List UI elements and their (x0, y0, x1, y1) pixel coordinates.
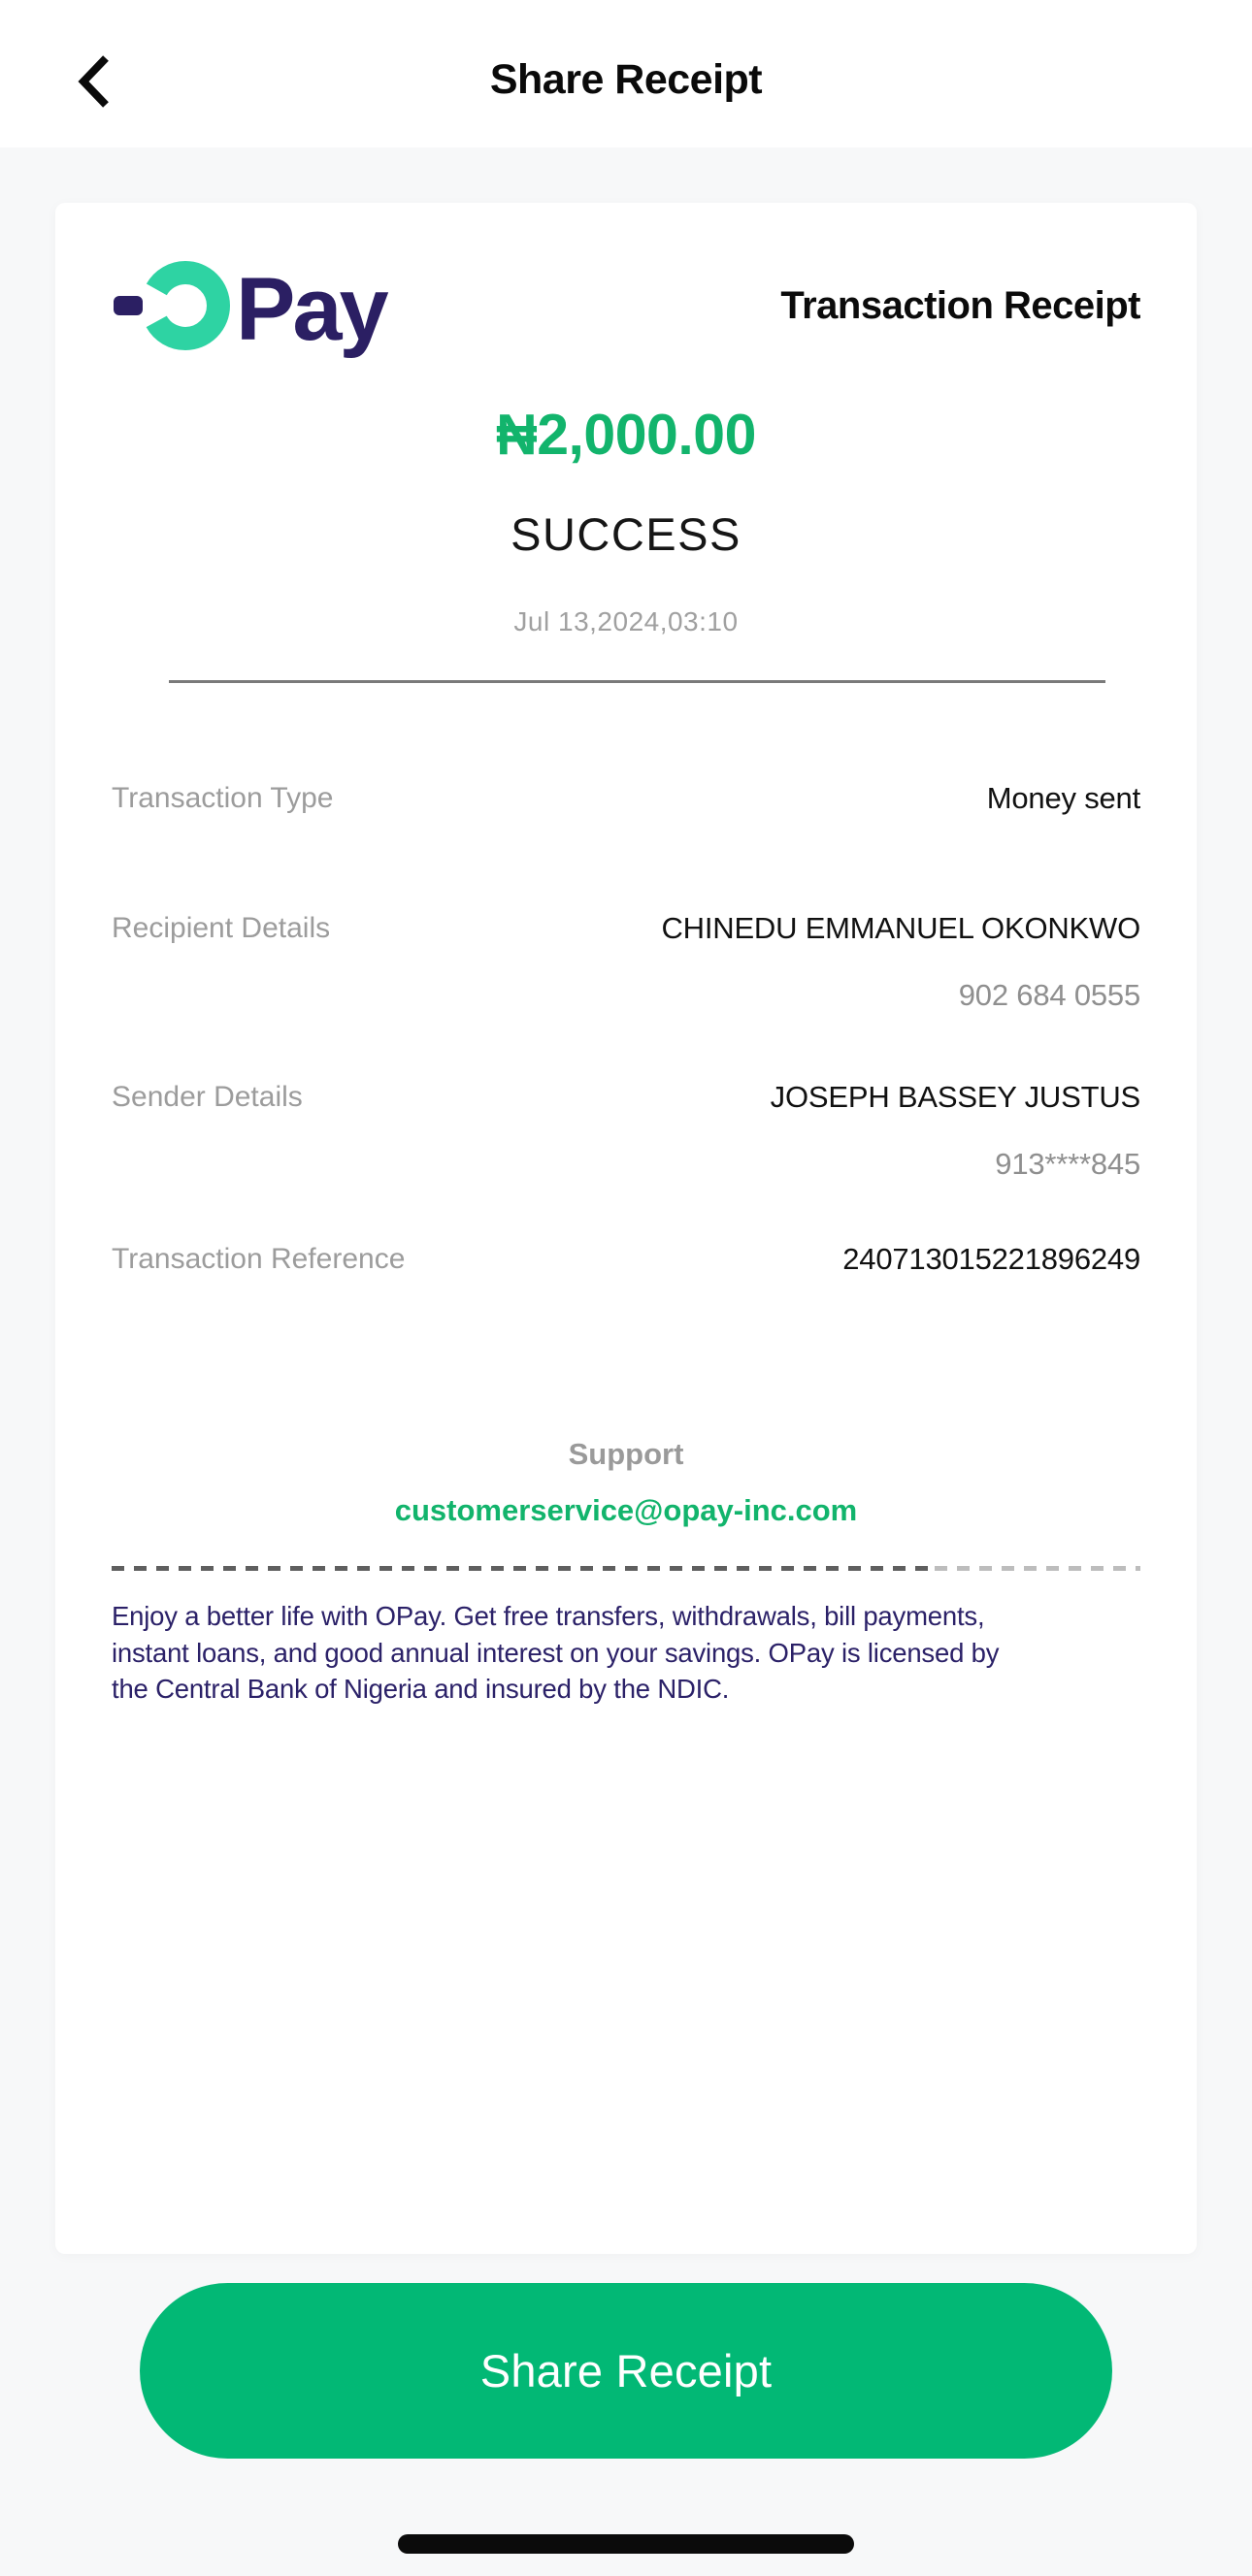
row-transaction-type (112, 782, 1140, 815)
transaction-amount: ₦2,000.00 (496, 403, 756, 467)
row-label: Transaction Reference (112, 1243, 406, 1275)
reference-number: 240713015221896249 (842, 1242, 1140, 1276)
transaction-status: SUCCESS (511, 508, 741, 560)
opay-logo-icon (112, 259, 230, 352)
sender-phone-masked: 913****845 (995, 1147, 1140, 1181)
home-indicator[interactable] (398, 2534, 854, 2554)
brand-row (112, 249, 1140, 362)
recipient-phone: 902 684 0555 (958, 978, 1140, 1012)
receipt-title: Transaction Receipt (780, 283, 1140, 327)
row-recipient-details (112, 912, 1140, 1012)
footer-line-3: the Central Bank of Nigeria and insured by the NDIC. (112, 1674, 730, 1704)
sender-name: JOSEPH BASSEY JUSTUS (770, 1080, 1140, 1114)
row-sender-details (112, 1081, 1140, 1181)
divider-line (169, 680, 1105, 683)
row-label: Transaction Type (112, 782, 334, 814)
dashed-divider (112, 1566, 1140, 1571)
footer-line-2: instant loans, and good annual interest on your savings. OPay is licensed by (112, 1637, 1000, 1668)
transaction-datetime: Jul 13,2024,03:10 (513, 606, 739, 636)
row-transaction-reference (112, 1243, 1140, 1276)
row-label: Sender Details (112, 1081, 303, 1113)
page-title: Share Receipt (489, 56, 763, 103)
header (0, 0, 1252, 147)
row-value: Money sent (986, 781, 1140, 815)
row-label: Recipient Details (112, 912, 331, 944)
footer-note (112, 1598, 1140, 1708)
receipt-card (55, 203, 1197, 2254)
support-email: customerservice@opay-inc.com (394, 1493, 858, 1527)
opay-logo (112, 255, 386, 357)
share-receipt-button[interactable]: Share Receipt (140, 2283, 1112, 2459)
support-label: Support (568, 1437, 684, 1471)
recipient-name: CHINEDU EMMANUEL OKONKWO (661, 911, 1140, 945)
opay-wordmark: Pay (236, 259, 386, 359)
footer-line-1: Enjoy a better life with OPay. Get free transfers, withdrawals, bill payments, (112, 1601, 985, 1631)
